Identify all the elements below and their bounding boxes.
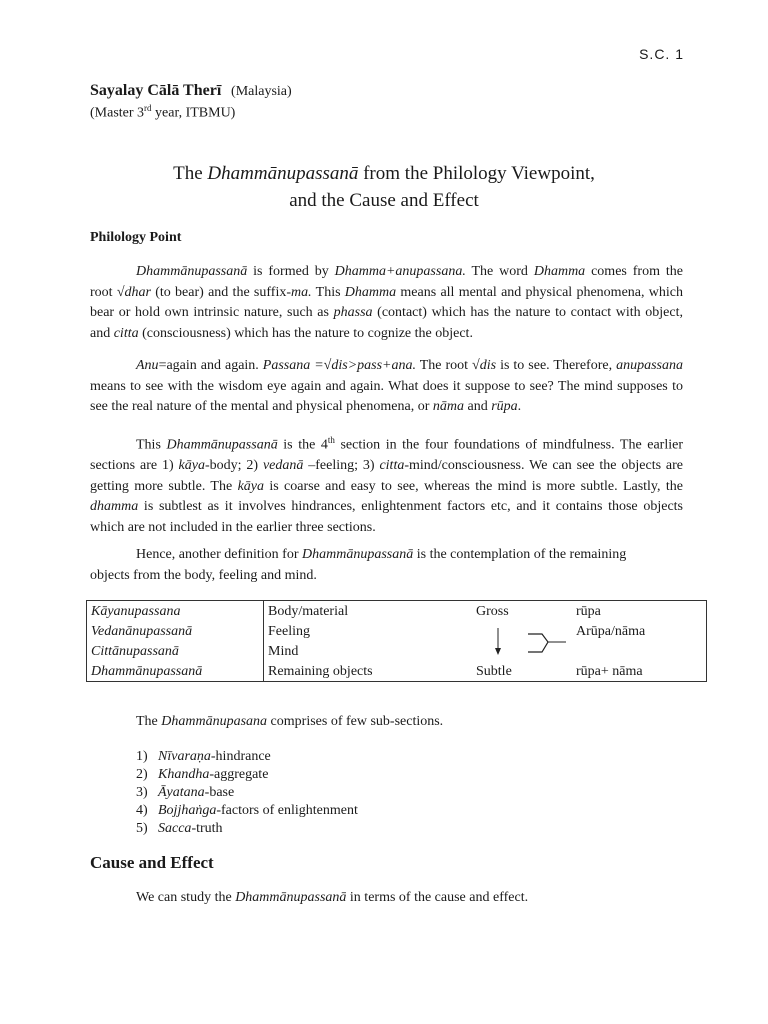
list-meaning: -factors of enlightenment xyxy=(216,803,358,818)
text: means to see with the wisdom eye again and again. What does it suppose to see? The mind supposes to see the real nature of the mental and physical phenomena, or xyxy=(90,378,683,414)
list-term: Bojjhaṅga xyxy=(158,803,217,818)
text: The word xyxy=(465,264,534,279)
title-post: from the Philology Viewpoint, xyxy=(358,163,595,184)
text: -mind/consciousness. We can see the objects are getting more subtle. The xyxy=(90,458,684,494)
text: This xyxy=(136,437,167,453)
text: ma. xyxy=(291,284,312,300)
text: nāma xyxy=(432,399,464,414)
table-cell-name: Kāyanupassana xyxy=(87,601,264,622)
paragraph-4 xyxy=(90,545,683,586)
table-cell-object: Mind xyxy=(264,641,473,661)
table-cell-level: Subtle xyxy=(472,661,572,682)
table-cell-object: Body/material xyxy=(264,601,473,622)
document-title-line-1 xyxy=(0,163,768,185)
text: is to see. Therefore, xyxy=(496,358,617,373)
text: comprises of few sub-sections. xyxy=(267,714,444,729)
list-number: 1) xyxy=(136,749,148,764)
table-cell-object: Remaining objects xyxy=(264,661,473,682)
text: citta xyxy=(113,325,139,341)
author-name: Sayalay Cālā Therī xyxy=(90,82,222,99)
document-title-line-2: and the Cause and Effect xyxy=(289,190,479,211)
section-heading-philology: Philology Point xyxy=(90,230,182,245)
text: The xyxy=(136,714,162,729)
list-term: Nīvaraṇa xyxy=(158,749,211,764)
subsections-intro xyxy=(136,714,443,730)
list-meaning: -aggregate xyxy=(209,767,269,782)
table-row xyxy=(87,641,707,661)
list-item xyxy=(136,802,358,820)
text: We can study the xyxy=(136,890,236,905)
text: anupassana xyxy=(616,358,683,373)
author-country: (Malaysia) xyxy=(231,84,292,99)
text: Hence, another definition for xyxy=(136,547,302,562)
list-meaning: -base xyxy=(204,785,235,800)
text: Dhamma xyxy=(344,284,397,300)
gross-to-subtle-arrow-icon xyxy=(490,626,570,662)
text: Dhammānupasana xyxy=(161,714,268,729)
table-cell-type: Arūpa/nāma xyxy=(572,621,707,641)
paragraph-3 xyxy=(90,430,683,538)
text: is the contemplation of the remaining xyxy=(413,547,627,562)
text: Dhammānupassanā xyxy=(235,890,347,905)
title-italic: Dhammānupassanā xyxy=(207,163,359,184)
text: Anu xyxy=(136,358,159,373)
list-item xyxy=(136,766,358,784)
text: is the 4 xyxy=(277,437,328,453)
text: Dhamma+anupassana. xyxy=(334,264,466,279)
table-row xyxy=(87,601,707,622)
text: –feeling; 3) xyxy=(303,458,380,474)
list-term: Khandha xyxy=(158,767,210,782)
list-term: Āyatana xyxy=(158,785,205,800)
foundations-table xyxy=(86,600,707,682)
text: in terms of the cause and effect. xyxy=(346,890,529,905)
list-term: Sacca xyxy=(158,821,192,836)
author-line xyxy=(90,82,292,100)
text: phassa xyxy=(333,305,373,320)
program-text: (Master 3 xyxy=(90,105,145,121)
program-text-end: year, ITBMU) xyxy=(151,105,236,121)
text: Dhamma xyxy=(533,264,586,279)
table-row xyxy=(87,621,707,641)
list-number: 4) xyxy=(136,803,148,818)
text: =again and again. xyxy=(158,358,263,373)
text: √dhar xyxy=(116,284,151,300)
list-number: 3) xyxy=(136,785,148,800)
text: kāya xyxy=(237,478,264,494)
text: . xyxy=(517,399,522,414)
text: is formed by xyxy=(247,264,335,279)
text: objects from the body, feeling and mind. xyxy=(90,567,317,583)
text: Dhammānupassanā xyxy=(136,264,248,279)
text: dhamma xyxy=(90,499,139,515)
list-meaning: -truth xyxy=(191,821,223,836)
list-meaning: -hindrance xyxy=(210,749,271,764)
text: and xyxy=(464,399,492,414)
text: rūpa xyxy=(491,399,518,414)
text: Dhammānupassanā xyxy=(166,437,278,453)
text: comes from the root xyxy=(90,264,683,300)
paragraph-1 xyxy=(90,262,683,344)
list-item xyxy=(136,820,358,838)
page-code: S.C. 1 xyxy=(639,46,684,62)
text: The root xyxy=(416,358,473,373)
table-cell-level: Gross xyxy=(472,601,572,622)
text: citta xyxy=(379,458,405,474)
table-cell-type xyxy=(572,641,707,661)
table-cell-type: rūpa xyxy=(572,601,707,622)
subsections-list xyxy=(136,748,358,838)
text: √dis xyxy=(472,358,497,373)
list-number: 5) xyxy=(136,821,148,836)
text: Dhammānupassanā xyxy=(302,547,414,562)
table-cell-type: rūpa+ nāma xyxy=(572,661,707,682)
text: is coarse and easy to see, whereas the mind is more subtle. Lastly, the xyxy=(264,478,683,494)
program-superscript: rd xyxy=(144,103,152,113)
text: kāya xyxy=(178,458,205,474)
cause-effect-paragraph xyxy=(136,890,528,906)
list-number: 2) xyxy=(136,767,148,782)
text: vedanā xyxy=(262,458,304,474)
text: means all mental and physical phenomena, which bear or hold own intrinsic nature, such as xyxy=(90,284,683,320)
text: This xyxy=(311,284,345,300)
text: is subtlest as it involves hindrances, enlightenment factors etc, and it contains those objects which are not included in the earlier three sections. xyxy=(90,499,683,535)
author-program xyxy=(90,103,235,122)
text: section in the four foundations of mindfulness. The earlier sections are 1) xyxy=(90,437,683,474)
list-item xyxy=(136,748,358,766)
table-cell-name: Cittānupassanā xyxy=(87,641,264,661)
table-cell-name: Vedanānupassanā xyxy=(87,621,264,641)
list-item xyxy=(136,784,358,802)
title-pre: The xyxy=(173,163,208,184)
text: th xyxy=(327,435,335,445)
section-heading-cause-effect: Cause and Effect xyxy=(90,853,214,872)
table-cell-object: Feeling xyxy=(264,621,473,641)
text: (to bear) and the suffix- xyxy=(150,284,291,300)
text: Passana =√dis>pass+ana. xyxy=(262,358,416,373)
paragraph-2 xyxy=(90,356,683,418)
text: (consciousness) which has the nature to cognize the object. xyxy=(138,325,473,341)
text: (contact) which has the nature to contact with object, and xyxy=(90,305,683,341)
table-row xyxy=(87,661,707,682)
table-cell-name: Dhammānupassanā xyxy=(87,661,264,682)
text: -body; 2) xyxy=(204,458,263,474)
